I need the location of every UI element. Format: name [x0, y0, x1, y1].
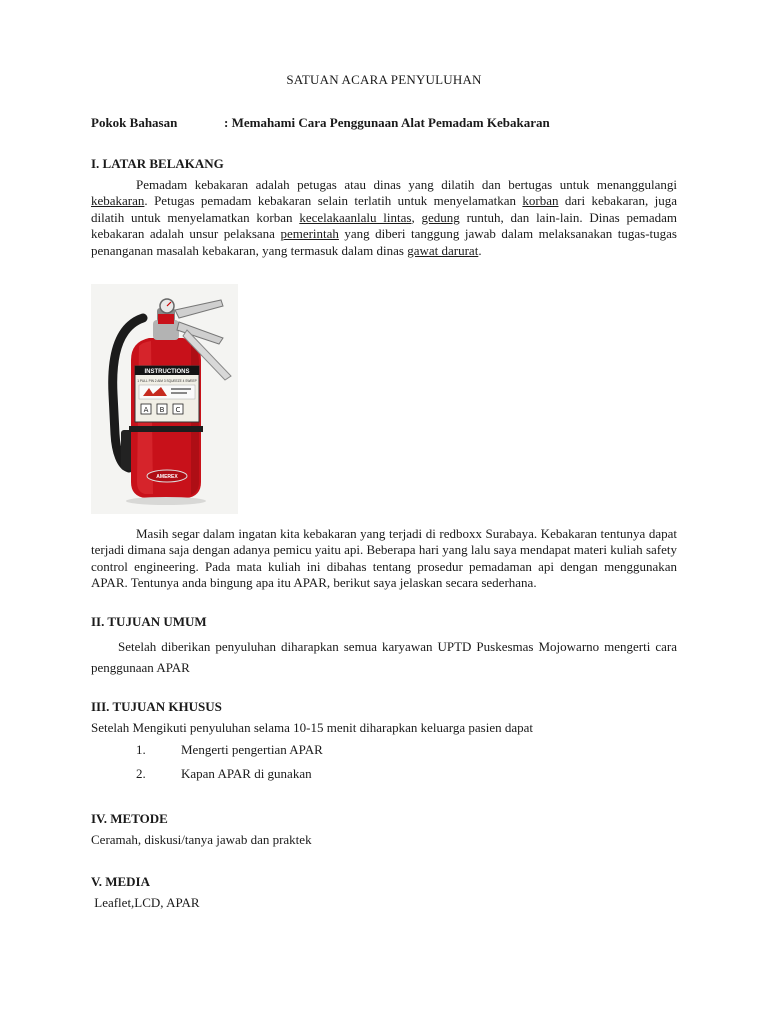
link-kebakaran[interactable]: kebakaran [91, 193, 145, 209]
link-gedung[interactable]: gedung [421, 209, 460, 225]
metode-text: Ceramah, diskusi/tanya jawab dan praktek [91, 832, 312, 847]
label-steps-text: 1 PULL PIN 2 AIM 3 SQUEEZE 4 SWEEP [137, 379, 197, 383]
latar-paragraph-2: Masih segar dalam ingatan kita kebakaran yang terjadi di redboxx Surabaya. Kebakaran tentunya dapat terjadi dimana saja dengan adanya pemicu yaitu api. Beberapa hari yang lalu saya mendapat materi kuliah safety control engineering. Pada mata kuliah ini dibahas tentang prosedur pemadaman api dengan menggunakan APAR. Tentunya anda bingung apa itu APAR, berikut saya jelaskan secara sederhana. [91, 526, 677, 591]
link-kecelakaan-lalu-lintas[interactable]: kecelakaanlalu lintas [299, 209, 412, 225]
link-pemerintah[interactable]: pemerintah [280, 226, 339, 242]
heading-metode: IV. METODE [91, 811, 168, 826]
link-korban[interactable]: korban [522, 193, 559, 209]
list-item-number: 2. [136, 766, 146, 781]
media-text: Leaflet,LCD, APAR [91, 895, 200, 910]
heading-media: V. MEDIA [91, 874, 150, 889]
fire-extinguisher-image [91, 284, 238, 514]
svg-text:C: C [175, 406, 181, 414]
svg-text:A: A [143, 406, 149, 414]
document-title: SATUAN ACARA PENYULUHAN [286, 72, 482, 87]
list-item: Kapan APAR di gunakan [181, 766, 312, 781]
fire-extinguisher-illustration [91, 284, 238, 514]
pokok-bahasan-value: : Memahami Cara Penggunaan Alat Pemadam Kebakaran [224, 115, 550, 130]
pokok-bahasan [91, 115, 550, 131]
tujuan-khusus-intro: Setelah Mengikuti penyuluhan selama 10-15 menit diharapkan keluarga pasien dapat [91, 720, 533, 735]
label-title-text: INSTRUCTIONS [144, 369, 190, 375]
heading-tujuan-umum: II. TUJUAN UMUM [91, 614, 207, 629]
link-gawat-darurat[interactable]: gawat darurat [407, 242, 479, 258]
pokok-bahasan-label: Pokok Bahasan [91, 115, 178, 130]
list-item: Mengerti pengertian APAR [181, 742, 323, 757]
svg-text:B: B [159, 406, 165, 414]
heading-latar-belakang: I. LATAR BELAKANG [91, 156, 224, 171]
tujuan-umum-paragraph: Setelah diberikan penyuluhan diharapkan semua karyawan UPTD Puskesmas Mojowarno mengerti cara penggunaan APAR [91, 639, 677, 675]
latar-paragraph-1: Pemadam kebakaran adalah petugas atau dinas yang dilatih dan bertugas untuk menanggulangi kebakaran. Petugas pemadam kebakaran selain terlatih untuk menyelamatkan korban dari kebakaran, juga dilatih untuk menyelamatkan korban kecelakaanlalu lintas, gedung runtuh, dan lain-lain. Dinas pemadam kebakaran adalah unsur pelaksana pemerintah yang diberi tanggung jawab dalam melaksanakan tugas-tugas penanganan masalah kebakaran, yang termasuk dalam dinas gawat darurat. [91, 177, 678, 258]
list-item-number: 1. [136, 742, 146, 757]
heading-tujuan-khusus: III. TUJUAN KHUSUS [91, 699, 222, 714]
brand-text: AMEREX [156, 474, 178, 480]
